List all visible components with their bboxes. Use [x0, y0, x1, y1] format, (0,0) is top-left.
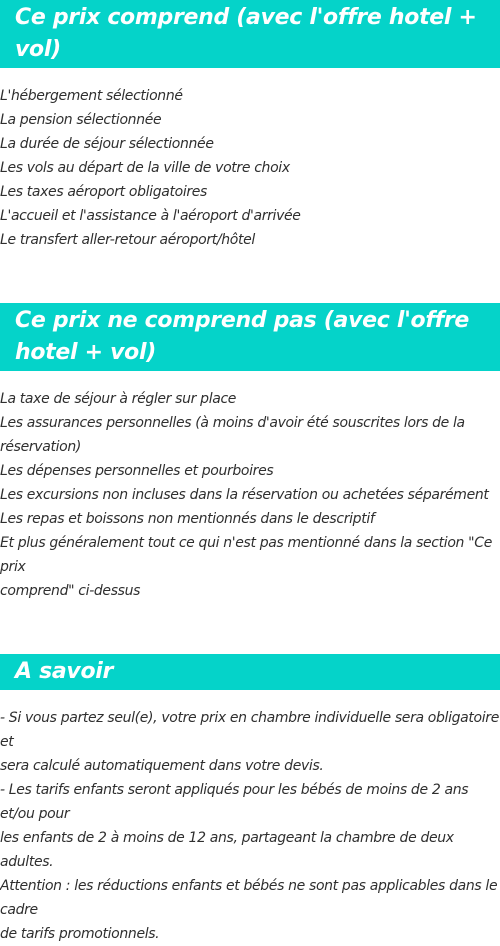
- good-to-know-list: [0, 706, 500, 946]
- list-item: Et plus généralement tout ce qui n'est pas mentionné dans la section "Ce prix: [0, 535, 492, 575]
- list-item: comprend" ci-dessus: [0, 583, 141, 599]
- good-to-know-section-title: A savoir: [0, 654, 500, 690]
- list-item: Les dépenses personnelles et pourboires: [0, 463, 274, 479]
- list-item: Le transfert aller-retour aéroport/hôtel: [0, 232, 255, 248]
- list-item: Les vols au départ de la ville de votre choix: [0, 160, 290, 176]
- list-item: les enfants de 2 à moins de 12 ans, partageant la chambre de deux adultes.: [0, 830, 454, 870]
- list-item: Les assurances personnelles (à moins d'avoir été souscrites lors de la: [0, 415, 465, 431]
- list-item: Les taxes aéroport obligatoires: [0, 184, 207, 200]
- list-item: - Si vous partez seul(e), votre prix en chambre individuelle sera obligatoire et: [0, 710, 499, 750]
- list-item: réservation): [0, 439, 81, 455]
- list-item: Attention : les réductions enfants et bébés ne sont pas applicables dans le cadre: [0, 878, 498, 918]
- list-item: La pension sélectionnée: [0, 112, 162, 128]
- list-item: La durée de séjour sélectionnée: [0, 136, 214, 152]
- list-item: Les excursions non incluses dans la réservation ou achetées séparément: [0, 487, 489, 503]
- list-item: - Les tarifs enfants seront appliqués pour les bébés de moins de 2 ans et/ou pour: [0, 782, 469, 822]
- not-included-list: [0, 387, 500, 603]
- list-item: L'accueil et l'assistance à l'aéroport d'arrivée: [0, 208, 301, 224]
- list-item: de tarifs promotionnels.: [0, 926, 160, 942]
- list-item: sera calculé automatiquement dans votre devis.: [0, 758, 324, 774]
- list-item: L'hébergement sélectionné: [0, 88, 183, 104]
- not-included-section-title: Ce prix ne comprend pas (avec l'offre hotel + vol): [0, 303, 500, 371]
- included-section-title: Ce prix comprend (avec l'offre hotel + vol): [0, 0, 500, 68]
- list-item: Les repas et boissons non mentionnés dans le descriptif: [0, 511, 375, 527]
- list-item: La taxe de séjour à régler sur place: [0, 391, 237, 407]
- included-list: [0, 84, 500, 252]
